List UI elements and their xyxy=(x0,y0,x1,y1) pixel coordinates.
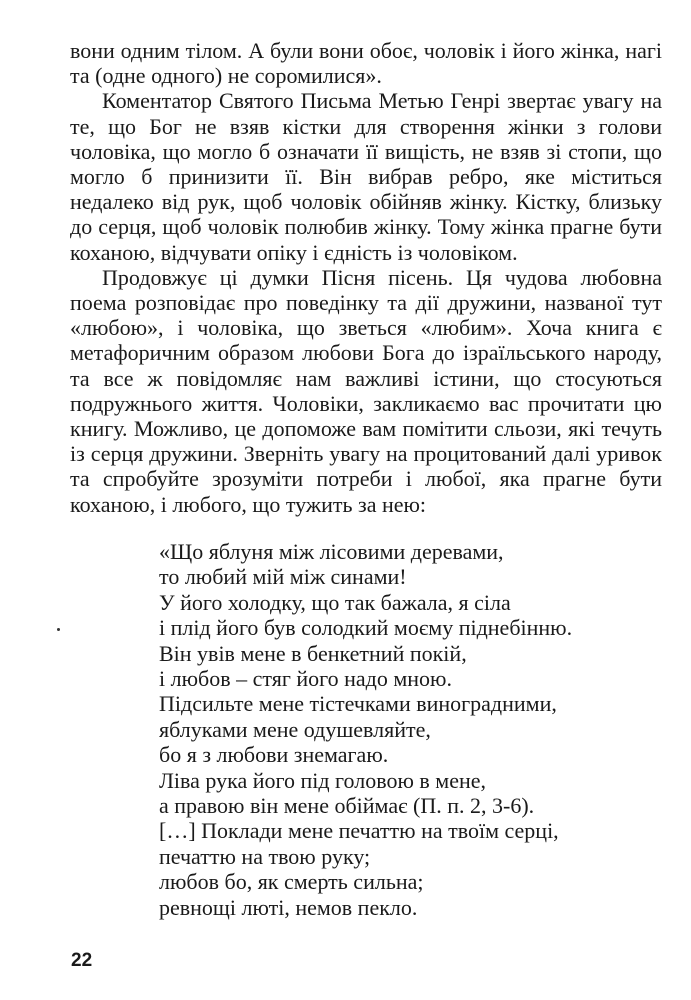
poem-line: і плід його був солодкий моєму піднебінню. xyxy=(159,615,573,641)
poem-line: Підсильте мене тістечками виноградними, xyxy=(159,691,557,717)
body-text xyxy=(70,38,662,517)
paragraph-song-of-songs: Продовжує ці думки Пісня пісень. Ця чудова любовна поема розповідає про поведінку та дії дружини, названої тут «любою», і чоловіка, що зветься «любим». Хоча книга є метафоричним образом любови Бога до ізраїльського народу, та все ж повідомляє нам важливі істини, що стосуються подружнього життя. Чоловіки, закликаємо вас прочитати цю книгу. Можливо, це допоможе вам помітити сльози, які течуть із серця дружини. Зверніть увагу на процитований далі уривок та спробуйте зрозуміти потреби і любої, яка прагне бути коханою, і любого, що тужить за нею: xyxy=(70,264,662,517)
poem-line: а правою він мене обіймає (П. п. 2, 3-6). xyxy=(159,793,535,819)
poem-line: яблуками мене одушевляйте, xyxy=(159,716,431,742)
paragraph-continuation: вони одним тілом. А були вони обоє, чоловік і його жінка, нагі та (одне одного) не соромилися». xyxy=(70,38,662,89)
poem-line: У його холодку, що так бажала, я сіла xyxy=(159,589,511,615)
poem-line: бо я з любови знемагаю. xyxy=(159,742,389,768)
poem-line: Він увів мене в бенкетний покій, xyxy=(159,640,467,666)
poem-line: то любий мій між синами! xyxy=(159,564,407,590)
poem-line: і любов – стяг його надо мною. xyxy=(159,666,452,692)
poem-line: «Що яблуня між лісовими деревами, xyxy=(159,539,504,564)
poem-line: печаттю на твою руку; xyxy=(159,843,371,869)
poem-line: […] Поклади мене печаттю на твоїм серці, xyxy=(159,818,559,844)
page-number: 22 xyxy=(71,950,93,971)
paragraph-matthew-henry: Коментатор Святого Письма Метью Генрі звертає увагу на те, що Бог не взяв кістки для створення жінки з голови чоловіка, що могло б означати її вищість, не взяв зі стопи, що могло б принизити її. Він вибрав ребро, яке міститься недалеко від рук, щоб чоловік обійняв жінку. Кістку, близьку до серця, щоб чоловік полюбив жінку. Тому жінка прагне бути коханою, відчувати опіку і єдність із чоловіком. xyxy=(70,88,662,265)
poem-line: любов бо, як смерть сильна; xyxy=(159,869,424,895)
poem-line: ревнощі люті, немов пекло. xyxy=(159,894,418,920)
stray-ink-dot xyxy=(57,628,60,631)
poem-quotation xyxy=(159,539,629,920)
poem-line: Ліва рука його під головою в мене, xyxy=(159,767,487,793)
